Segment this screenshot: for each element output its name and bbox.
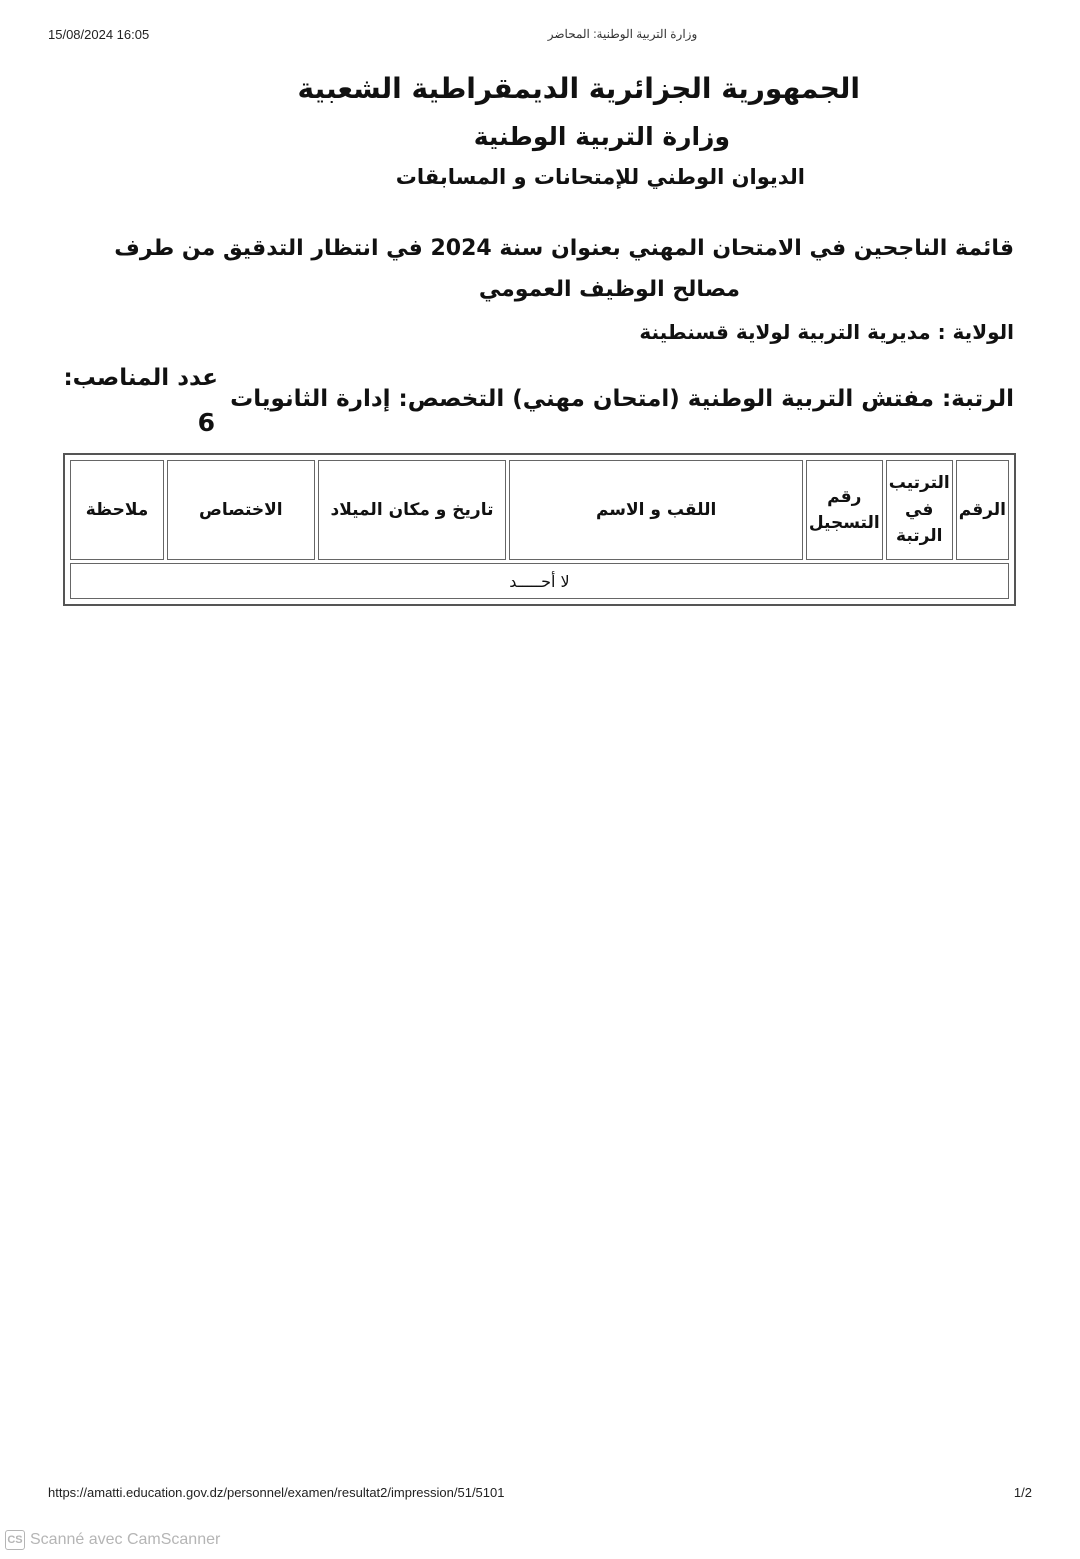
header-registration-number xyxy=(806,460,883,560)
print-datetime: 15/08/2024 16:05 xyxy=(48,27,150,42)
posts-count-label: عدد المناصب: xyxy=(63,365,218,391)
header-full-name: اللقب و الاسم xyxy=(509,460,802,560)
camscanner-logo-icon: CS xyxy=(5,1530,25,1550)
camscanner-text: Scanné avec CamScanner xyxy=(30,1531,221,1548)
print-page-title: وزارة التربية الوطنية: المحاضر xyxy=(547,27,698,41)
header-rank-line3: الرتبة xyxy=(896,526,943,547)
header-rank-in-grade xyxy=(886,460,953,560)
office-heading: الديوان الوطني للإمتحانات و المسابقات xyxy=(395,165,805,189)
camscanner-watermark xyxy=(5,1530,220,1550)
rank-line: الرتبة: مفتش التربية الوطنية (امتحان مهني) التخصص: إدارة الثانويات xyxy=(230,386,1014,412)
header-registration-line1: رقم xyxy=(827,486,862,507)
results-table xyxy=(67,457,1012,602)
list-title-line1: قائمة الناجحين في الامتحان المهني بعنوان سنة 2024 في انتظار التدقيق من طرف xyxy=(114,236,1014,261)
wilaya-line: الولاية : مديرية التربية لولاية قسنطينة xyxy=(639,320,1014,344)
posts-count-value: 6 xyxy=(197,408,215,437)
header-specialty: الاختصاص xyxy=(167,460,315,560)
print-page-number: 1/2 xyxy=(1013,1485,1032,1500)
header-number: الرقم xyxy=(956,460,1009,560)
print-footer-url: https://amatti.education.gov.dz/personnel/examen/resultat2/impression/51/5101 xyxy=(48,1485,505,1500)
header-registration-line2: التسجيل xyxy=(808,513,880,533)
results-table-frame xyxy=(63,453,1016,606)
header-note: ملاحظة xyxy=(70,460,164,560)
header-rank-line2: في xyxy=(905,499,934,520)
table-header-row xyxy=(70,460,1009,560)
table-row xyxy=(70,563,1009,599)
header-birth-date-place: تاريخ و مكان الميلاد xyxy=(318,460,507,560)
republic-heading: الجمهورية الجزائرية الديمقراطية الشعبية xyxy=(297,72,860,105)
no-results-cell: لا أحـــــد xyxy=(70,563,1009,599)
list-title-line2: مصالح الوظيف العمومي xyxy=(478,277,740,302)
ministry-heading: وزارة التربية الوطنية xyxy=(473,122,730,151)
header-rank-line1: الترتيب xyxy=(888,473,950,494)
